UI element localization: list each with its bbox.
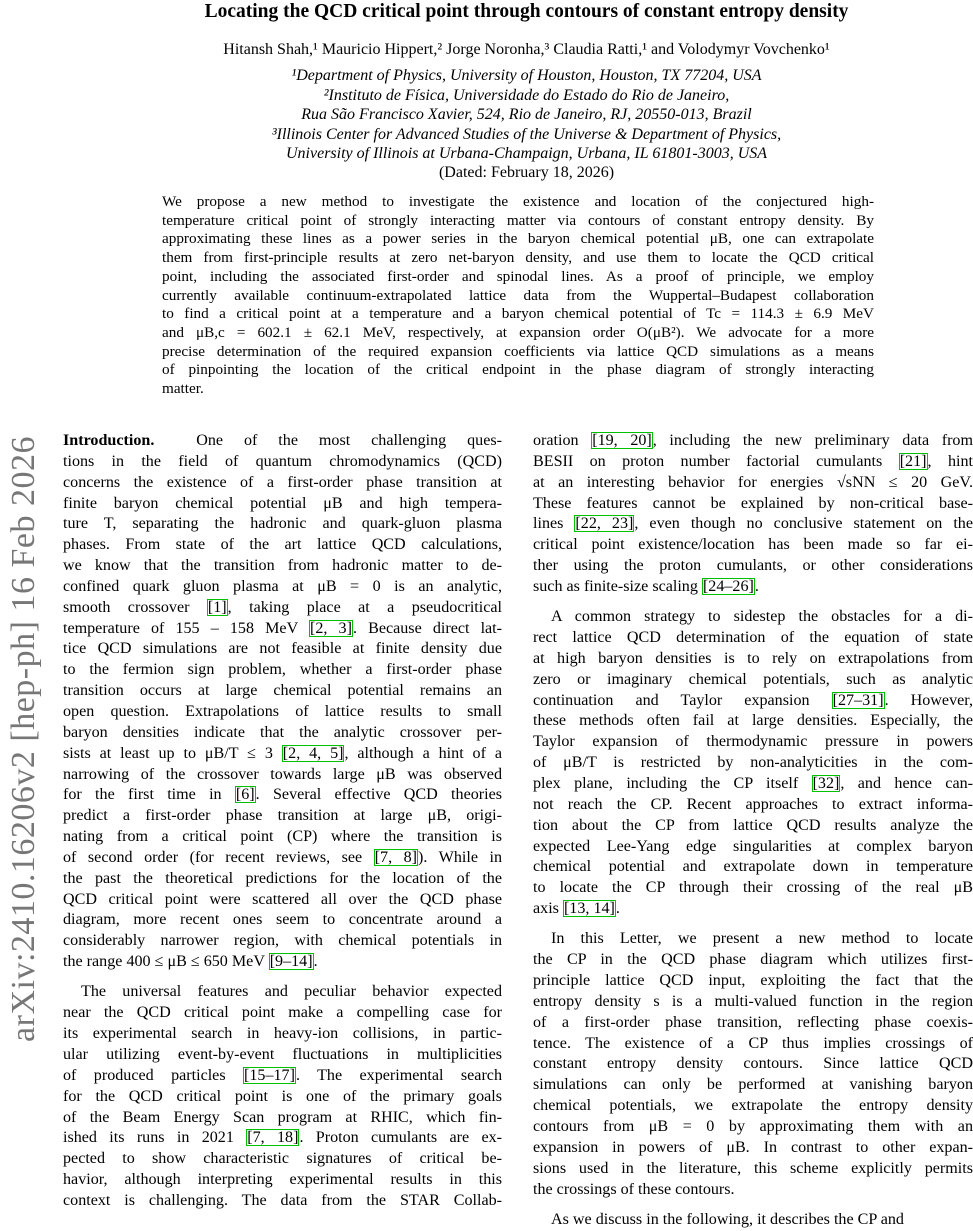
body-line: constant entropy density contours. Since lattice QCD (533, 1055, 973, 1073)
body-line: simulations can only be performed at vanishing baryon (533, 1076, 973, 1094)
body-line: confined quark gluon plasma at μB = 0 is an analytic, (63, 577, 502, 595)
author-list: Hitansh Shah,¹ Mauricio Hippert,² Jorge Noronha,³ Claudia Ratti,¹ and Volodymyr Vovchenko¹ (223, 41, 830, 58)
body-line: rect lattice QCD determination of the equation of state (533, 629, 973, 647)
body-line: these methods often fail at large densities. Especially, the (533, 712, 973, 730)
citation-link[interactable]: [6] (235, 786, 255, 804)
left-column (63, 431, 502, 1212)
section-heading-introduction: Introduction. (63, 432, 155, 449)
citation-link[interactable]: [24–26] (702, 577, 754, 595)
body-line: nating from a critical point (CP) where the transition is (63, 828, 502, 846)
body-line: diagram, more recent ones seem to concentrate around a (63, 911, 502, 929)
abstract-line: We propose a new method to investigate the existence and location of the conjectured high- (162, 193, 874, 210)
abstract-line: to find a critical point at a temperature and a baryon chemical potential of Tc = 114.3 ± 6.9 MeV (162, 305, 874, 323)
body-line: we know that the transition from hadronic matter to de- (63, 557, 502, 575)
body-line: at an interesting behavior for energies √sNN ≤ 20 GeV. (533, 473, 973, 491)
body-line: QCD critical point were scattered all over the QCD phase (63, 890, 502, 908)
body-line: sists at least up to μB/T ≤ 3 [2, 4, 5], although a hint of a (63, 744, 502, 762)
body-line: the CP in the QCD phase diagram which utilizes first- (533, 951, 973, 969)
body-line: narrowing of the crossover towards large μB was observed (63, 765, 502, 783)
body-line: to locate the CP through their crossing of the real μB (533, 879, 973, 897)
body-line: ture T, separating the hadronic and quark-gluon plasma (63, 515, 502, 533)
abstract-line: them from first-principle results at zero net-baryon density, and use them to locate the QCD critical (162, 249, 874, 267)
abstract-line: and μB,c = 602.1 ± 62.1 MeV, respectively, at expansion order O(μB²). We advocate for a more (162, 323, 874, 341)
body-line: BESII on proton number factorial cumulants [21], hint (533, 452, 973, 470)
body-line: predict a first-order phase transition at large μB, origi- (63, 807, 502, 825)
citation-link[interactable]: [22, 23] (575, 515, 634, 533)
body-line: considerably narrower region, with chemical potentials in (63, 932, 502, 950)
abstract-line: of pinpointing the location of the critical endpoint in the phase diagram of strongly interacting (162, 361, 874, 379)
body-line: the past the theoretical predictions for the location of the (63, 869, 502, 887)
abstract (162, 193, 874, 399)
body-line: sions used in the literature, this scheme explicitly permits (533, 1159, 973, 1177)
body-line: In this Letter, we present a new method to locate (551, 930, 973, 948)
citation-link[interactable]: [7, 18] (247, 1129, 299, 1147)
body-line: A common strategy to sidestep the obstacles for a di- (551, 608, 973, 626)
body-line: entropy density s is a multi-valued function in the region (533, 992, 973, 1010)
body-line: oration [19, 20], including the new preliminary data from (533, 432, 973, 449)
affiliation-line: ¹Department of Physics, University of Houston, Houston, TX 77204, USA (291, 67, 762, 84)
body-line: chemical potential and extrapolate down in temperature (533, 858, 973, 876)
citation-link[interactable]: [21] (899, 452, 927, 470)
body-line: context is challenging. The data from the STAR Collab- (63, 1191, 502, 1209)
body-line: These features cannot be explained by non-critical base- (533, 494, 973, 512)
body-line: tence. The existence of a CP thus implies crossings of (533, 1034, 973, 1052)
body-line: open question. Extrapolations of lattice results to small (63, 702, 502, 720)
body-line: such as finite-size scaling [24–26]. (533, 577, 759, 595)
paper-title: Locating the QCD critical point through contours of constant entropy density (204, 1, 849, 22)
citation-link[interactable]: [13, 14] (563, 900, 615, 918)
body-line: expected Lee-Yang edge singularities at complex baryon (533, 837, 973, 855)
body-line: ther using the proton cumulants, or other considerations (533, 557, 973, 575)
citation-link[interactable]: [7, 8] (374, 848, 418, 866)
date-line: (Dated: February 18, 2026) (438, 164, 615, 181)
right-column (533, 431, 973, 1231)
body-line: tion about the CP from lattice QCD results analyze the (533, 816, 973, 834)
body-text: One of the most challenging ques- (196, 432, 502, 449)
body-line: continuation and Taylor expansion [27–31]. However, (533, 691, 973, 709)
citation-link[interactable]: [1] (207, 598, 227, 616)
body-line: for the first time in [6]. Several effective QCD theories (63, 786, 503, 804)
body-line: of a first-order phase transition, reflecting phase coexis- (533, 1013, 973, 1031)
body-line: ished its runs in 2021 [7, 18]. Proton cumulants are ex- (63, 1129, 503, 1147)
body-line: not reach the CP. Recent approaches to extract informa- (533, 795, 973, 813)
body-line: finite baryon chemical potential μB and high tempera- (63, 494, 502, 512)
body-line: The universal features and peculiar behavior expected (81, 983, 502, 1001)
citation-link[interactable]: [2, 4, 5] (282, 744, 344, 762)
body-line: Taylor expansion of thermodynamic pressure in powers (533, 733, 973, 751)
abstract-line: precise determination of the required expansion coefficients via lattice QCD simulations as a means (162, 342, 874, 360)
body-line: ular utilizing event-by-event fluctuations in multiplicities (63, 1045, 502, 1063)
body-line: havior, although interpreting experimental results in this (63, 1171, 502, 1189)
body-line: concerns the existence of a first-order phase transition at (63, 473, 502, 491)
body-line: the crossings of these contours. (533, 1180, 735, 1198)
body-line: its experimental search in heavy-ion collisions, in partic- (63, 1025, 502, 1043)
body-line: principle lattice QCD input, exploiting the fact that the (533, 972, 973, 990)
body-line: of the Beam Energy Scan program at RHIC, which fin- (63, 1108, 502, 1126)
body-line: tions in the field of quantum chromodynamics (QCD) (63, 452, 502, 470)
citation-link[interactable]: [2, 3] (310, 619, 352, 637)
citation-link[interactable]: [9–14] (269, 953, 313, 971)
arxiv-identifier-stamp: arXiv:2410.16206v2 [hep-ph] 16 Feb 2026 (5, 436, 42, 1042)
body-line: zero or imaginary chemical potentials, such as analytic (533, 670, 973, 688)
body-line: lines [22, 23], even though no conclusive statement on the (533, 515, 973, 533)
body-line: axis [13, 14]. (533, 900, 620, 918)
citation-link[interactable]: [19, 20] (592, 432, 652, 449)
body-line: phases. From state of the art lattice QCD calculations, (63, 536, 502, 554)
body-line: at high baryon densities is to rely on extrapolations from (533, 649, 973, 667)
citation-link[interactable]: [32] (812, 775, 840, 792)
abstract-line: matter. (162, 380, 204, 398)
body-line: As we discuss in the following, it describes the CP and (551, 1210, 904, 1228)
abstract-line: point, including the associated first-order and spinodal lines. As a proof of principle, we employ (162, 267, 874, 285)
body-line: chemical potentials, we extrapolate the entropy density (533, 1097, 973, 1115)
body-line: near the QCD critical point make a compelling case for (63, 1004, 502, 1022)
body-line: pected to show characteristic signatures of critical be- (63, 1150, 502, 1168)
body-line: of second order (for recent reviews, see [7, 8]). While in (63, 848, 503, 866)
abstract-line: temperature critical point of strongly interacting matter via contours of constant entropy density. By (162, 211, 874, 229)
citation-link[interactable]: [15–17] (244, 1066, 295, 1084)
affiliation-line: University of Illinois at Urbana-Champaign, Urbana, IL 61801-3003, USA (285, 145, 768, 163)
body-line: of μB/T is restricted by non-analyticities in the com- (533, 754, 973, 772)
abstract-line: approximating these lines as a power series in the baryon chemical potential μB, one can extrapolate (162, 230, 874, 248)
body-line (63, 431, 502, 452)
body-line: plex plane, including the CP itself [32], and hence can- (533, 775, 973, 792)
body-line: smooth crossover [1], taking place at a pseudocritical (63, 598, 502, 616)
affiliations (80, 66, 973, 164)
body-line: the range 400 ≤ μB ≤ 650 MeV [9–14]. (63, 953, 318, 971)
body-line: of produced particles [15–17]. The experimental search (63, 1066, 502, 1084)
body-line: critical point existence/location has been made so far ei- (533, 536, 973, 554)
body-line: contours from μB = 0 by approximating them with an (533, 1118, 973, 1135)
body-line: temperature of 155 – 158 MeV [2, 3]. Because direct lat- (63, 619, 503, 637)
body-line: baryon densities indicate that the analytic crossover per- (63, 723, 502, 741)
body-line: tice QCD simulations are not feasible at finite density due (63, 640, 502, 658)
body-line: expansion in powers of μB. In contrast to other expan- (533, 1138, 973, 1156)
affiliation-line: Rua São Francisco Xavier, 524, Rio de Janeiro, RJ, 20550-013, Brazil (301, 106, 752, 124)
citation-link[interactable]: [27–31] (832, 691, 884, 709)
affiliation-line: ²Instituto de Física, Universidade do Estado do Rio de Janeiro, (323, 86, 730, 104)
body-line: to the fermion sign problem, whether a first-order phase (63, 661, 502, 679)
body-line: for the QCD critical point is one of the primary goals (63, 1087, 502, 1105)
abstract-line: currently available continuum-extrapolated lattice data from the Wuppertal–Budapest collaboration (162, 286, 874, 304)
body-line: transition occurs at large chemical potential remains an (63, 682, 502, 700)
affiliation-line: ³Illinois Center for Advanced Studies of the Universe & Department of Physics, (271, 125, 782, 143)
